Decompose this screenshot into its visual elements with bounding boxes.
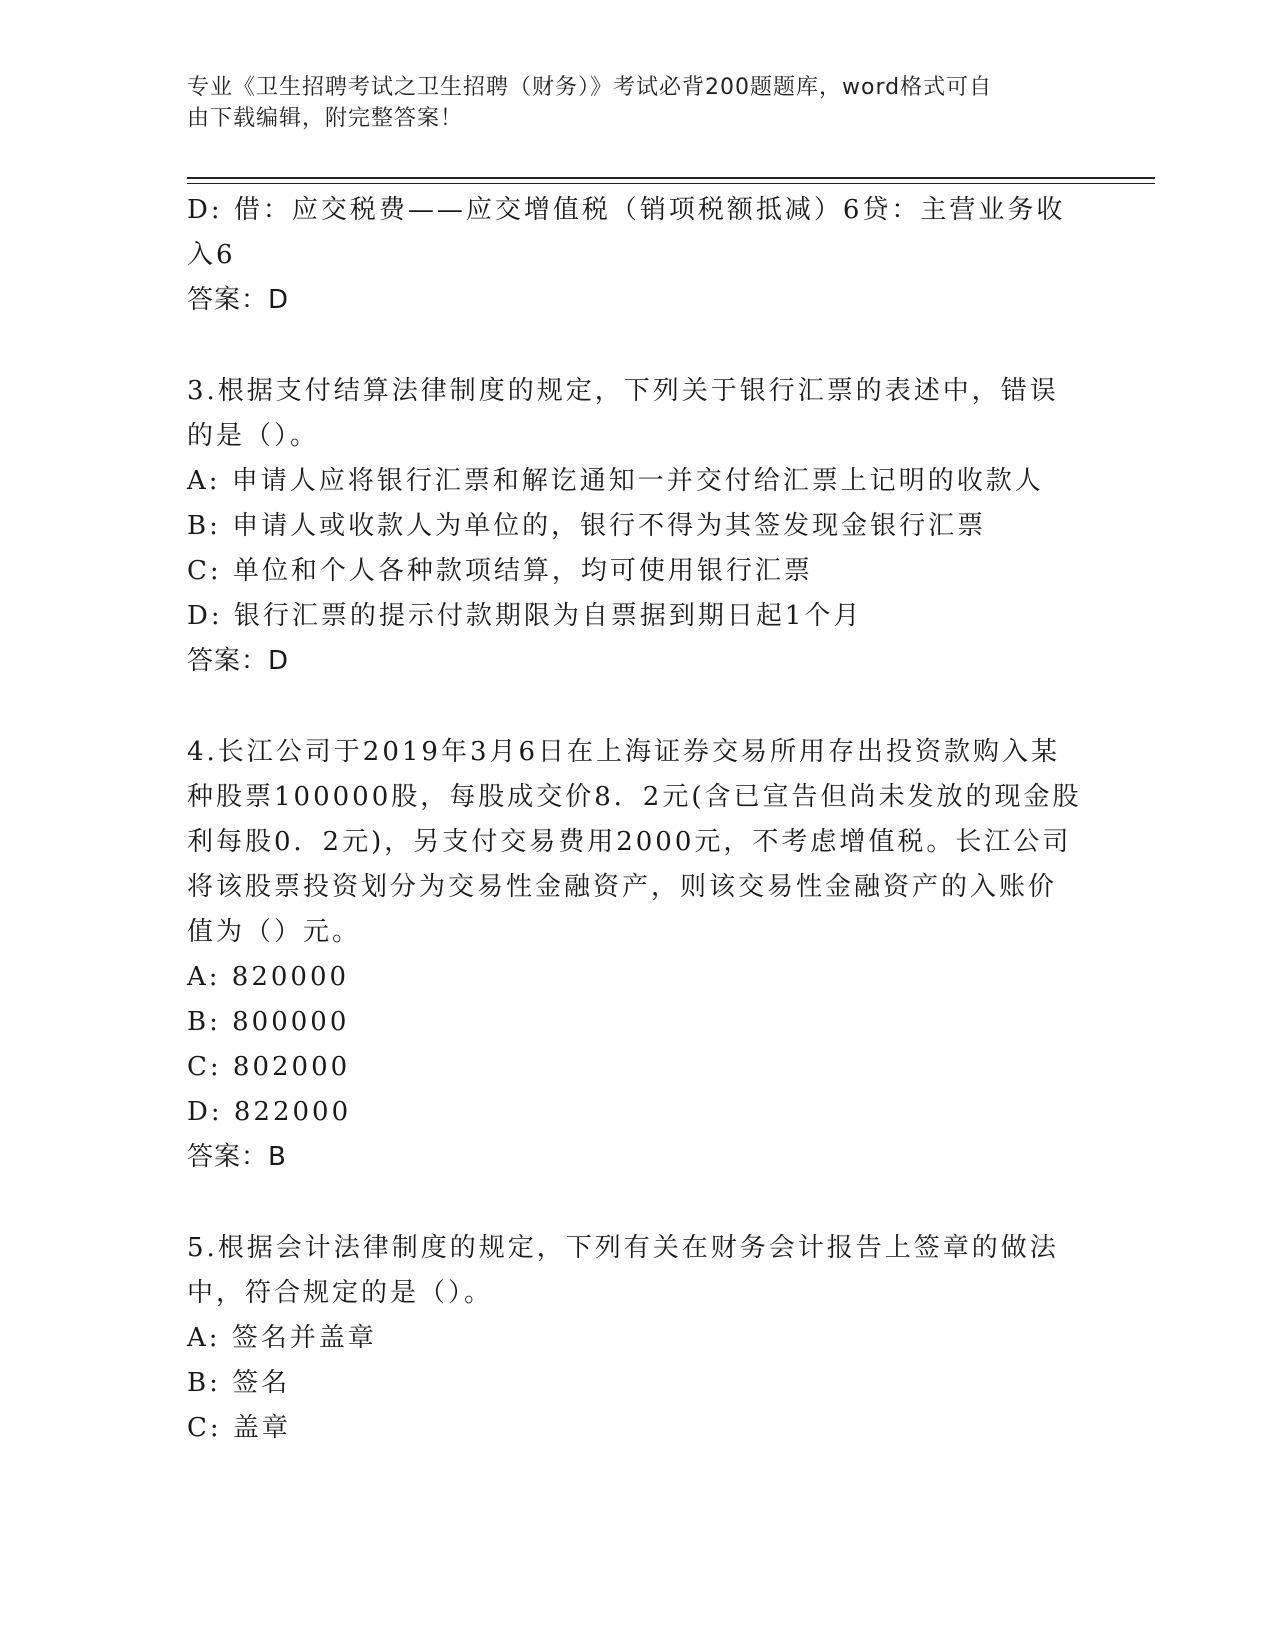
- option-a: A: 签名并盖章: [187, 1323, 377, 1353]
- header-divider-thin: [187, 183, 1155, 184]
- spacer: [187, 323, 1077, 369]
- question-stem-line: 将该股票投资划分为交易性金融资产，则该交易性金融资产的入账价: [187, 872, 1058, 902]
- answer-line: 答案：D: [187, 646, 290, 676]
- option-a: A: 820000: [187, 962, 350, 992]
- spacer: [187, 1180, 1077, 1226]
- option-c: C: 单位和个人各种款项结算，均可使用银行汇票: [187, 556, 813, 586]
- question-stem-line: 5.根据会计法律制度的规定，下列有关在财务会计报告上签章的做法: [187, 1233, 1059, 1263]
- answer-line: 答案：D: [187, 285, 290, 315]
- question-stem-line: 种股票100000股，每股成交价8．2元(含已宣告但尚未发放的现金股: [187, 782, 1082, 812]
- header-line: 由下载编辑，附完整答案！: [187, 106, 464, 131]
- header-divider-thick: [187, 177, 1155, 179]
- question-5: [187, 1226, 1077, 1451]
- option-d: D: 822000: [187, 1097, 352, 1127]
- question-4: [187, 730, 1082, 1180]
- question-stem-line: 利每股0．2元)，另支付交易费用2000元，不考虑增值税。长江公司: [187, 827, 1072, 857]
- option-b: B: 申请人或收款人为单位的，银行不得为其签发现金银行汇票: [187, 511, 987, 541]
- answer-line: 答案：B: [187, 1142, 287, 1172]
- question-continuation: [187, 188, 1077, 323]
- document-body: [187, 188, 1082, 1451]
- option-b: B: 签名: [187, 1368, 291, 1398]
- spacer: [187, 684, 1077, 730]
- option-b: B: 800000: [187, 1007, 350, 1037]
- option-line: D: 借：应交税费——应交增值税（销项税额抵减）6贷：主营业务收: [187, 195, 1066, 225]
- question-stem-line: 4.长江公司于2019年3月6日在上海证券交易所用存出投资款购入某: [187, 737, 1061, 767]
- option-c: C: 802000: [187, 1052, 351, 1082]
- document-header: [187, 72, 1067, 134]
- option-a: A: 申请人应将银行汇票和解讫通知一并交付给汇票上记明的收款人: [187, 466, 1044, 496]
- question-3: [187, 369, 1077, 684]
- option-line: 入6: [187, 240, 236, 270]
- header-line: 专业《卫生招聘考试之卫生招聘（财务）》考试必背200题题库，word格式可自: [187, 75, 993, 100]
- question-stem-line: 3.根据支付结算法律制度的规定，下列关于银行汇票的表述中，错误: [187, 376, 1059, 406]
- question-stem-line: 值为（）元。: [187, 917, 362, 947]
- option-c: C: 盖章: [187, 1413, 291, 1443]
- question-stem-line: 中，符合规定的是（）。: [187, 1278, 494, 1308]
- question-stem-line: 的是（）。: [187, 421, 320, 451]
- option-d: D: 银行汇票的提示付款期限为自票据到期日起1个月: [187, 601, 863, 631]
